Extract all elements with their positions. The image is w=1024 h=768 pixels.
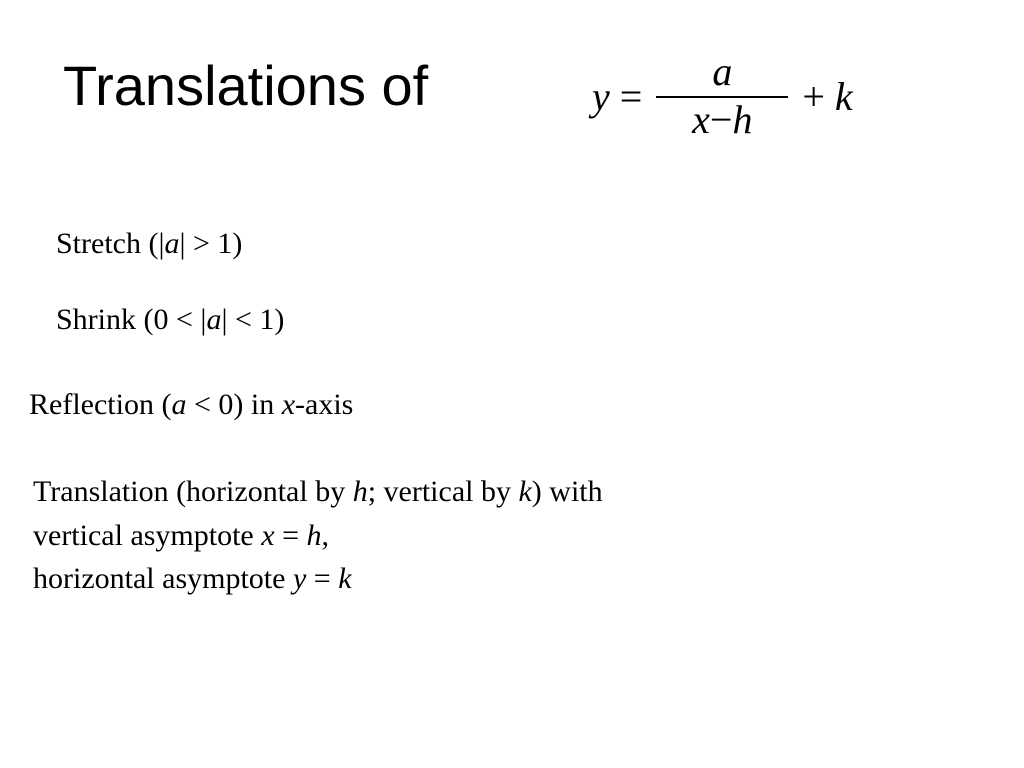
denominator-minus: −: [709, 97, 733, 142]
stretch-suffix: | > 1): [179, 227, 243, 260]
reflection-text: [29, 383, 353, 427]
vertical-asymptote-var-h: h: [306, 518, 322, 552]
shrink-prefix: Shrink (0 < |: [56, 303, 207, 336]
translation-text: [33, 470, 603, 601]
horizontal-asymptote-var-k: k: [338, 562, 352, 595]
translation-line-1: [33, 470, 603, 514]
denominator-h: h: [732, 97, 753, 142]
reflection-var-a: a: [171, 388, 187, 421]
horizontal-asymptote-equals: =: [306, 562, 339, 595]
formula-y: y: [592, 73, 610, 119]
formula-plus: +: [802, 73, 825, 119]
formula-equals: =: [619, 73, 643, 119]
stretch-text: [56, 222, 242, 266]
formula-denominator: [692, 98, 752, 140]
reflection-suffix: -axis: [295, 388, 354, 421]
translation-var-k: k: [518, 475, 532, 508]
translation-line1-end: ) with: [531, 475, 603, 508]
translation-line-3: [33, 557, 603, 601]
shrink-var-a: a: [206, 303, 222, 336]
stretch-prefix: Stretch (|: [56, 227, 165, 260]
translation-line1-mid: ; vertical by: [367, 475, 519, 508]
horizontal-asymptote-var-y: y: [292, 562, 307, 595]
translation-var-h: h: [352, 475, 368, 508]
denominator-x: x: [692, 97, 710, 142]
vertical-asymptote-equals: =: [274, 518, 307, 552]
translation-line1-text: Translation (horizontal by: [33, 475, 353, 508]
reflection-mid: < 0) in: [186, 388, 282, 421]
rational-function-formula: [592, 49, 853, 142]
formula-numerator: a: [712, 49, 733, 94]
reflection-var-x: x: [281, 388, 296, 421]
vertical-asymptote-label: vertical asymptote: [33, 518, 262, 552]
formula-k: k: [834, 73, 853, 119]
stretch-var-a: a: [164, 227, 180, 260]
vertical-asymptote-var-x: x: [261, 518, 275, 552]
vertical-asymptote-comma: ,: [321, 518, 330, 552]
formula-fraction: [656, 49, 788, 142]
shrink-text: [56, 298, 284, 342]
shrink-suffix: | < 1): [221, 303, 285, 336]
horizontal-asymptote-label: horizontal asymptote: [33, 562, 293, 595]
reflection-prefix: Reflection (: [29, 388, 172, 421]
translation-line-2: [33, 514, 603, 558]
slide-title: Translations of: [63, 54, 429, 117]
